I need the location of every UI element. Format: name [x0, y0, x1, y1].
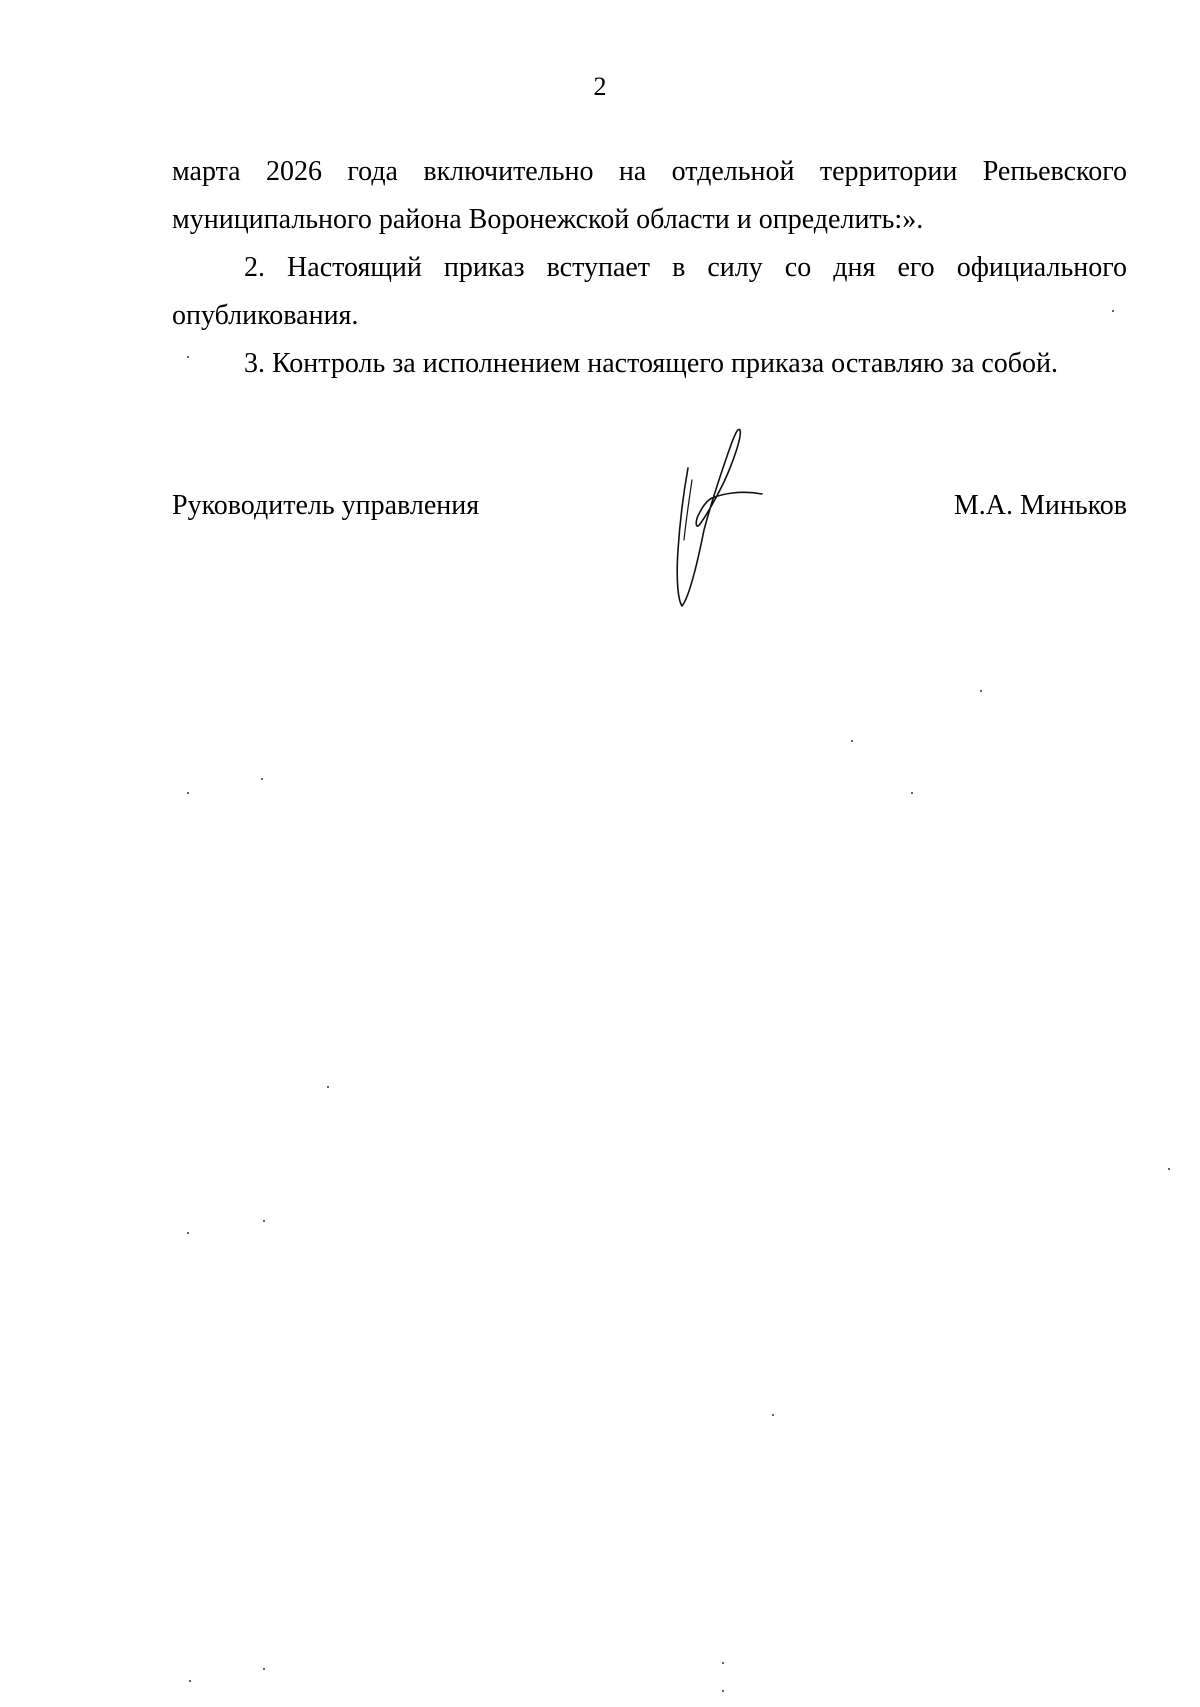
scan-speck — [722, 1662, 724, 1664]
scan-speck — [189, 1680, 191, 1682]
page-number: 2 — [593, 72, 607, 101]
scan-speck — [851, 740, 853, 742]
scan-speck — [187, 1232, 189, 1234]
signatory-name: М.А. Миньков — [953, 490, 1127, 521]
scan-speck — [187, 792, 189, 794]
scan-speck — [1168, 1168, 1170, 1170]
scan-speck — [911, 792, 913, 794]
scan-speck — [263, 1220, 265, 1222]
scan-speck — [327, 1086, 329, 1088]
paragraph-continuation: марта 2026 года включительно на отдельной территории Репьевского муниципального района Воронежской области и определить:». — [172, 156, 1127, 235]
scan-speck — [261, 778, 263, 780]
scan-speck — [1112, 310, 1114, 312]
signatory-position: Руководитель управления — [172, 490, 480, 521]
handwritten-signature — [670, 420, 790, 620]
scan-speck — [980, 690, 982, 692]
scan-speck — [263, 1668, 265, 1670]
paragraph-item-3: 3. Контроль за исполнением настоящего приказа оставляю за собой. — [244, 348, 1059, 379]
paragraph-item-2: 2. Настоящий приказ вступает в силу со дня его официального опубликования. — [172, 252, 1127, 331]
scan-speck — [187, 356, 189, 358]
scan-speck — [722, 1690, 724, 1692]
scan-speck — [772, 1414, 774, 1416]
